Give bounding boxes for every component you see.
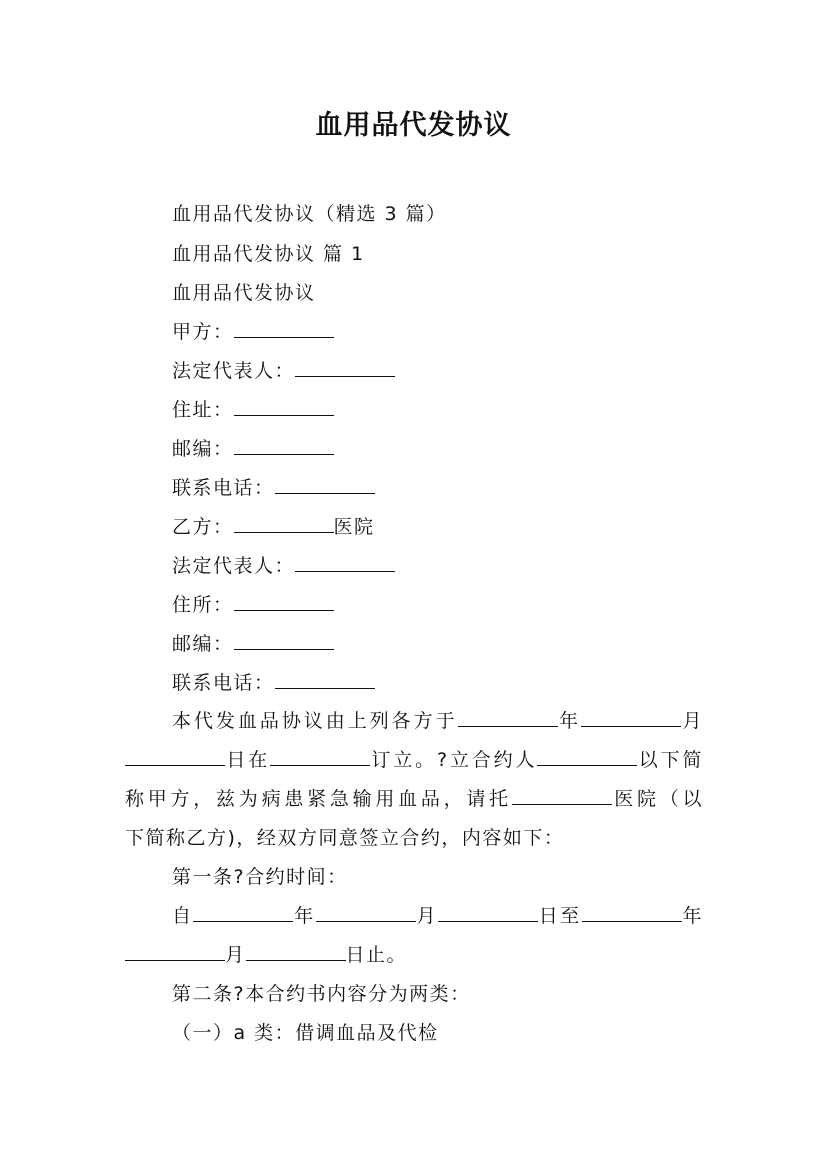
paragraph-text: 称甲方，兹为病患紧急输用血品，请托 (125, 788, 512, 810)
paragraph-line-3 (125, 784, 703, 811)
paragraph-text: 医院（以 (611, 788, 703, 810)
fill-blank (275, 475, 375, 494)
fill-blank (193, 903, 293, 922)
hospital-suffix: 医院 (333, 516, 375, 538)
paragraph-text: 日在 (225, 749, 271, 771)
party-a-postcode-line (172, 434, 334, 461)
fill-blank (270, 747, 370, 766)
category-a-heading: （一）a 类：借调血品及代检 (172, 1022, 439, 1044)
party-b-postcode-line (172, 629, 334, 656)
phone-label: 联系电话： (172, 477, 275, 499)
fill-blank (316, 903, 416, 922)
fill-blank (234, 592, 334, 611)
postcode-label: 邮编： (172, 633, 234, 655)
paragraph-line-4: 下简称乙方)，经双方同意签立合约，内容如下： (125, 827, 565, 849)
fill-blank (275, 670, 375, 689)
month-label: 月 (681, 710, 703, 732)
paragraph-text: 订立。?立合约人 (370, 749, 538, 771)
agreement-name: 血用品代发协议 (172, 282, 316, 304)
fill-blank (246, 942, 346, 961)
year-label: 年 (557, 710, 581, 732)
fill-blank (125, 747, 225, 766)
residence-label: 住所： (172, 594, 234, 616)
fill-blank (458, 708, 558, 727)
term-line-2 (125, 940, 407, 967)
party-b-address-line (172, 590, 334, 617)
paragraph-text: 本代发血品协议由上列各方于 (172, 710, 458, 732)
legal-rep-label: 法定代表人： (172, 360, 296, 382)
fill-blank (125, 942, 225, 961)
phone-label: 联系电话： (172, 672, 275, 694)
fill-blank (537, 747, 637, 766)
article-1-heading: 第一条?合约时间： (172, 866, 348, 888)
party-a-phone-line (172, 473, 375, 500)
subtitle-line: 血用品代发协议（精选 3 篇） (172, 203, 447, 225)
from-label: 自 (172, 905, 194, 927)
fill-blank (234, 319, 334, 338)
address-label: 住址： (172, 399, 234, 421)
fill-blank (234, 397, 334, 416)
party-a-rep-line (172, 356, 395, 383)
fill-blank (234, 514, 334, 533)
paragraph-line-2 (125, 745, 703, 772)
month-label: 月 (225, 944, 246, 966)
fill-blank (582, 903, 682, 922)
party-b-rep-line (172, 551, 395, 578)
fill-blank (438, 903, 538, 922)
section-heading: 血用品代发协议 篇 1 (172, 243, 365, 265)
party-b-phone-line (172, 668, 375, 695)
fill-blank (234, 436, 334, 455)
day-to-label: 日至 (537, 905, 582, 927)
document-title: 血用品代发协议 (315, 110, 512, 141)
party-a-label: 甲方： (172, 321, 234, 343)
month-label: 月 (415, 905, 438, 927)
party-b-label: 乙方： (172, 516, 234, 538)
party-a-line (172, 317, 334, 344)
article-2-heading: 第二条?本合约书内容分为两类： (172, 983, 471, 1005)
fill-blank (295, 553, 395, 572)
fill-blank (234, 631, 334, 650)
fill-blank (295, 358, 395, 377)
paragraph-text: 以下简 (637, 749, 703, 771)
day-end-label: 日止。 (345, 944, 408, 966)
fill-blank (512, 786, 612, 805)
party-a-address-line (172, 395, 334, 422)
paragraph-line-1 (172, 706, 703, 733)
year-label: 年 (681, 905, 703, 927)
fill-blank (581, 708, 681, 727)
year-label: 年 (293, 905, 316, 927)
term-line-1 (172, 901, 703, 928)
legal-rep-label: 法定代表人： (172, 555, 296, 577)
postcode-label: 邮编： (172, 438, 234, 460)
party-b-line (172, 512, 375, 539)
